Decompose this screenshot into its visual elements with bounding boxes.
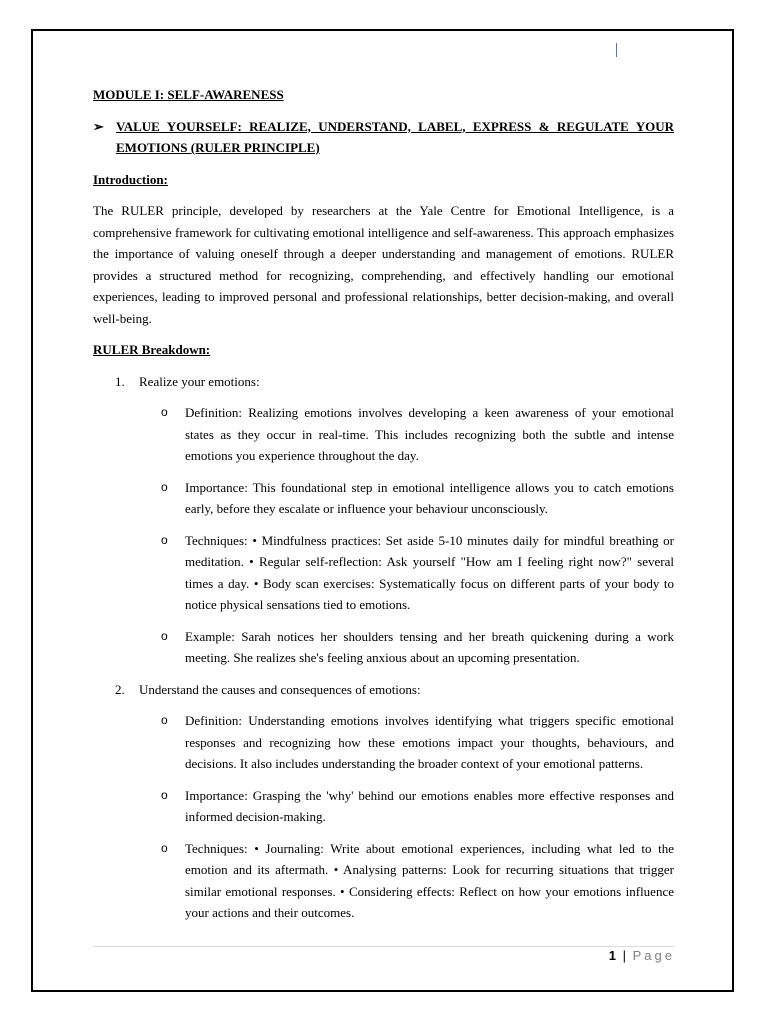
intro-paragraph: The RULER principle, developed by researchers at the Yale Centre for Emotional Intelligence, is a comprehensive framework for cultivating emotional intelligence and self-awareness. This approach emphasizes the importance of valuing oneself through a deeper understanding and management of emotions. RULER provides a structured method for recognizing, comprehending, and effectively handling our emotional experiences, leading to improved personal and professional relationships, better decision-making, and overall well-being.	[93, 203, 674, 326]
footer-separator: |	[622, 948, 626, 963]
sub-item	[161, 785, 674, 828]
page-number: 1	[608, 948, 616, 963]
sub-item	[161, 710, 674, 775]
sub-item	[161, 626, 674, 669]
list-item-realize	[115, 371, 674, 393]
sub-item	[161, 402, 674, 467]
sub-item	[161, 477, 674, 520]
module-title: MODULE I: SELF-AWARENESS	[93, 87, 284, 102]
circle-bullet-icon: o	[161, 713, 168, 727]
sub-item-text: Importance: Grasping the 'why' behind our emotions enables more effective responses and informed decision-making.	[185, 787, 674, 824]
breakdown-heading: RULER Breakdown:	[93, 342, 211, 357]
section-heading-row	[93, 116, 674, 159]
sub-item	[161, 530, 674, 616]
circle-bullet-icon: o	[161, 532, 168, 547]
sub-item	[161, 838, 674, 924]
intro-heading: Introduction:	[93, 171, 168, 187]
page-label: Page	[632, 948, 675, 963]
footer-divider	[93, 946, 674, 947]
circle-bullet-icon: o	[161, 479, 168, 494]
page-footer	[609, 947, 675, 965]
document-body	[93, 84, 674, 934]
sub-item-text: Techniques: • Journaling: Write about emotional experiences, including what led to the emotion and its aftermath. • Analysing patterns: Look for recurring situations that trigger similar emotional responses. • Considering effects: Reflect on how your emotions influence your actions and their outcomes.	[185, 840, 674, 920]
circle-bullet-icon: o	[161, 787, 168, 802]
circle-bullet-icon: o	[161, 405, 168, 419]
circle-bullet-icon: o	[161, 628, 168, 643]
circle-bullet-icon: o	[161, 840, 168, 855]
list-item-understand	[115, 679, 674, 701]
list-number: 2.	[115, 681, 125, 697]
sub-item-text: Definition: Understanding emotions involves identifying what triggers specific emotional responses and recognizing how these emotions impact your thoughts, behaviours, and decisions. It also includes understanding the broader context of your emotional patterns.	[185, 713, 674, 771]
list-number: 1.	[115, 373, 125, 389]
text-cursor	[616, 43, 617, 57]
sub-item-text: Example: Sarah notices her shoulders tensing and her breath quickening during a work meeting. She realizes she's feeling anxious about an upcoming presentation.	[185, 628, 674, 665]
list-item-title: Realize your emotions:	[139, 373, 260, 389]
sub-item-text: Techniques: • Mindfulness practices: Set aside 5-10 minutes daily for mindful breathing or meditation. • Regular self-reflection: Ask yourself "How am I feeling right now?" several times a day. • Body scan exercises: Systematically focus on different parts of your body to notice physical sensations tied to emotions.	[185, 532, 674, 612]
arrow-bullet-icon: ➢	[93, 118, 104, 134]
section-heading: VALUE YOURSELF: REALIZE, UNDERSTAND, LABEL, EXPRESS & REGULATE YOUR EMOTIONS (RULER PRINCIPLE)	[116, 118, 674, 155]
sub-item-text: Definition: Realizing emotions involves developing a keen awareness of your emotional states as they occur in real-time. This includes recognizing both the subtle and intense emotions you experience throughout the day.	[185, 405, 674, 463]
list-item-title: Understand the causes and consequences of emotions:	[139, 681, 421, 697]
sub-item-text: Importance: This foundational step in emotional intelligence allows you to catch emotions early, before they escalate or influence your behaviour unconsciously.	[185, 479, 674, 516]
